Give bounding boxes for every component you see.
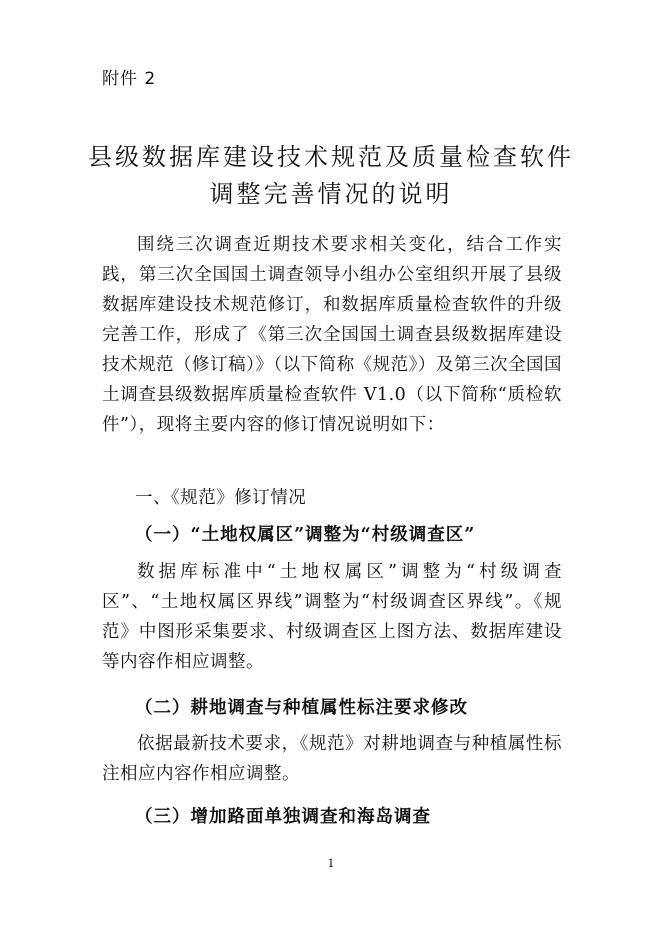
document-title-line1: 县级数据库建设技术规范及质量检查软件 bbox=[88, 143, 574, 171]
subsection1-heading: （一）“土地权属区”调整为“村级调查区” bbox=[135, 525, 476, 545]
subsection2-paragraph: 依据最新技术要求，《规范》对耕地调查与种植属性标注相应内容作相应调整。 bbox=[102, 734, 562, 784]
page-number: 1 bbox=[327, 857, 335, 870]
subsection2-heading: （二）耕地调查与种植属性标注要求修改 bbox=[135, 698, 468, 718]
document-title-line2: 调整完善情况的说明 bbox=[209, 180, 453, 208]
attachment-label: 附件 2 bbox=[102, 69, 157, 89]
section1-heading: 一、《规范》修订情况 bbox=[135, 488, 307, 508]
intro-paragraph: 围绕三次调查近期技术要求相关变化，结合工作实践，第三次全国国土调查领导小组办公室组织开展了县级数据库建设技术规范修订，和数据库质量检查软件的升级完善工作，形成了《第三次全国国土调查县级数据库建设技术规范（修订稿）》（以下简称《规范》）及第三次全国国土调查县级数据库质量检查软件 V1.0（以下简称“质检软件”），现将主要内容的修订情况说明如下： bbox=[102, 235, 562, 435]
subsection1-paragraph: 数据库标准中“土地权属区”调整为“村级调查区”、“土地权属区界线”调整为“村级调查区界线”。《规范》中图形采集要求、村级调查区上图方法、数据库建设等内容作相应调整。 bbox=[102, 562, 562, 672]
subsection3-heading: （三）增加路面单独调查和海岛调查 bbox=[135, 807, 431, 827]
